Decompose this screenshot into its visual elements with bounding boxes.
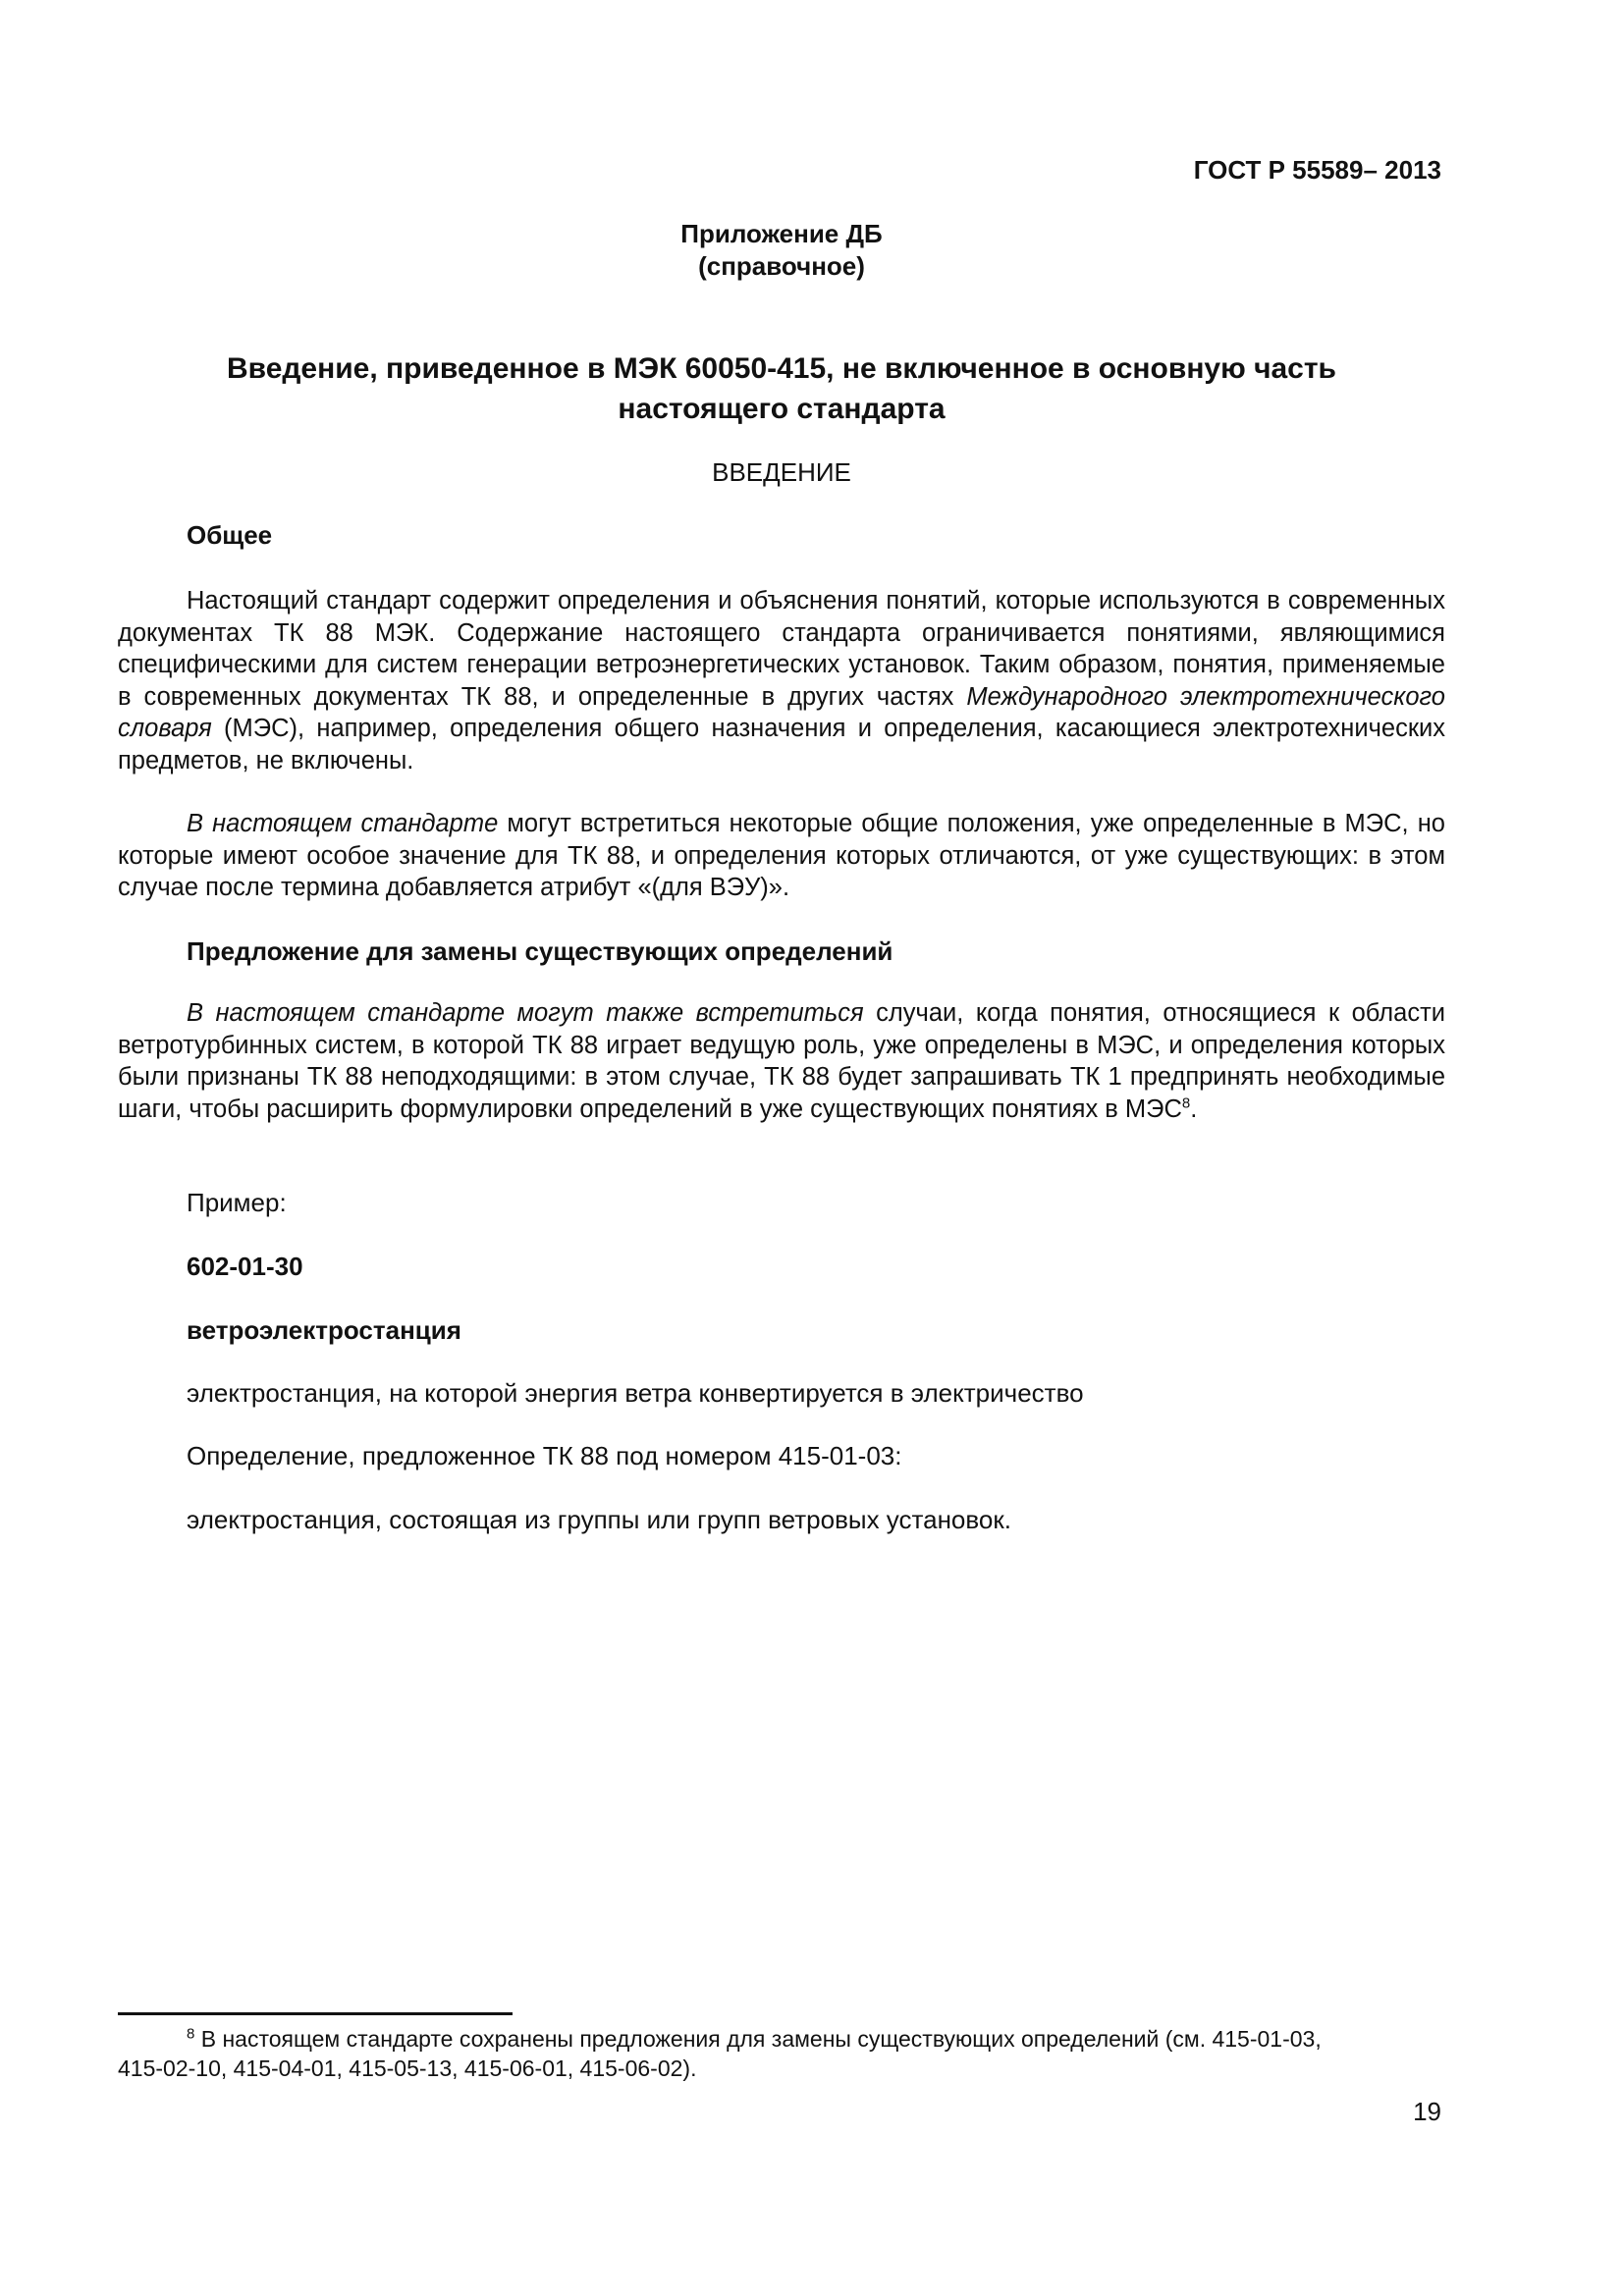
proposal-end: . xyxy=(1190,1095,1198,1123)
example-proposed-definition: электростанция, состоящая из группы или групп ветровых установок. xyxy=(187,1505,1011,1534)
document-code: ГОСТ Р 55589– 2013 xyxy=(1193,155,1441,185)
general-p2-italic: В настоящем стандарте xyxy=(187,810,499,837)
general-paragraph-2 xyxy=(118,808,1445,904)
appendix-label: Приложение ДБ xyxy=(680,219,883,248)
example-definition: электростанция, на которой энергия ветра конвертируется в электричество xyxy=(187,1378,1084,1408)
title-line-2: настоящего стандарта xyxy=(618,393,946,425)
general-p2-text: могут встретиться некоторые общие положения, уже определенные в МЭС, но которые имеют особое значение для ТК 88, и определения которых отличаются, от уже существующих: в этом случае после термина добавляется атрибут «(для ВЭУ)». xyxy=(118,810,1445,901)
general-p1-text-b: (МЭС), например, определения общего назначения и определения, касающиеся электротехнических предметов, не включены. xyxy=(118,715,1445,774)
example-proposed-label: Определение, предложенное ТК 88 под номером 415-01-03: xyxy=(187,1441,902,1470)
proposal-paragraph xyxy=(118,997,1445,1125)
example-label: Пример: xyxy=(187,1188,287,1217)
footnote-line-2: 415-02-10, 415-04-01, 415-05-13, 415-06-01, 415-06-02). xyxy=(118,2056,697,2081)
general-p1-text-a: Настоящий стандарт содержит определения и объяснения понятий, которые используются в современных документах ТК 88 МЭК. Содержание настоящего стандарта ограничивается понятиями, являющимися специфическими для систем генерации ветроэнергетических установок. Таким образом, понятия, применяемые в современных документах ТК 88, и определенные в других частях xyxy=(118,587,1445,711)
intro-heading: ВВЕДЕНИЕ xyxy=(712,457,851,487)
title-line-1: Введение, приведенное в МЭК 60050-415, не включенное в основную часть xyxy=(226,352,1336,385)
proposal-text: случаи, когда понятия, относящиеся к области ветротурбинных систем, в которой ТК 88 играет ведущую роль, уже определены в МЭС, и определения которых были признаны ТК 88 неподходящими: в этом случае, ТК 88 будет запрашивать ТК 1 предпринять необходимые шаги, чтобы расширить формулировки определений в уже существующих понятиях в МЭС xyxy=(118,999,1446,1123)
page-title xyxy=(118,348,1445,429)
appendix-heading xyxy=(0,218,1563,283)
general-paragraph-1 xyxy=(118,585,1445,776)
footnote-divider xyxy=(118,2012,513,2015)
section-proposal-heading: Предложение для замены существующих определений xyxy=(187,936,893,966)
footnote-line-1: В настоящем стандарте сохранены предложения для замены существующих определений (см. 415-01-03, xyxy=(194,2026,1322,2052)
page-number: 19 xyxy=(1413,2097,1441,2126)
footnote-number: 8 xyxy=(187,2025,195,2043)
footnote xyxy=(118,2024,1445,2083)
example-term: ветроэлектростанция xyxy=(187,1315,461,1345)
section-general-heading: Общее xyxy=(187,520,273,550)
general-p1-italic: Международного электротехнического словаря xyxy=(118,682,1445,742)
footnote-ref[interactable]: 8 xyxy=(1181,1095,1191,1111)
proposal-italic: В настоящем стандарте могут также встретиться xyxy=(187,999,864,1027)
example-code: 602-01-30 xyxy=(187,1252,303,1281)
appendix-type: (справочное) xyxy=(698,251,865,281)
